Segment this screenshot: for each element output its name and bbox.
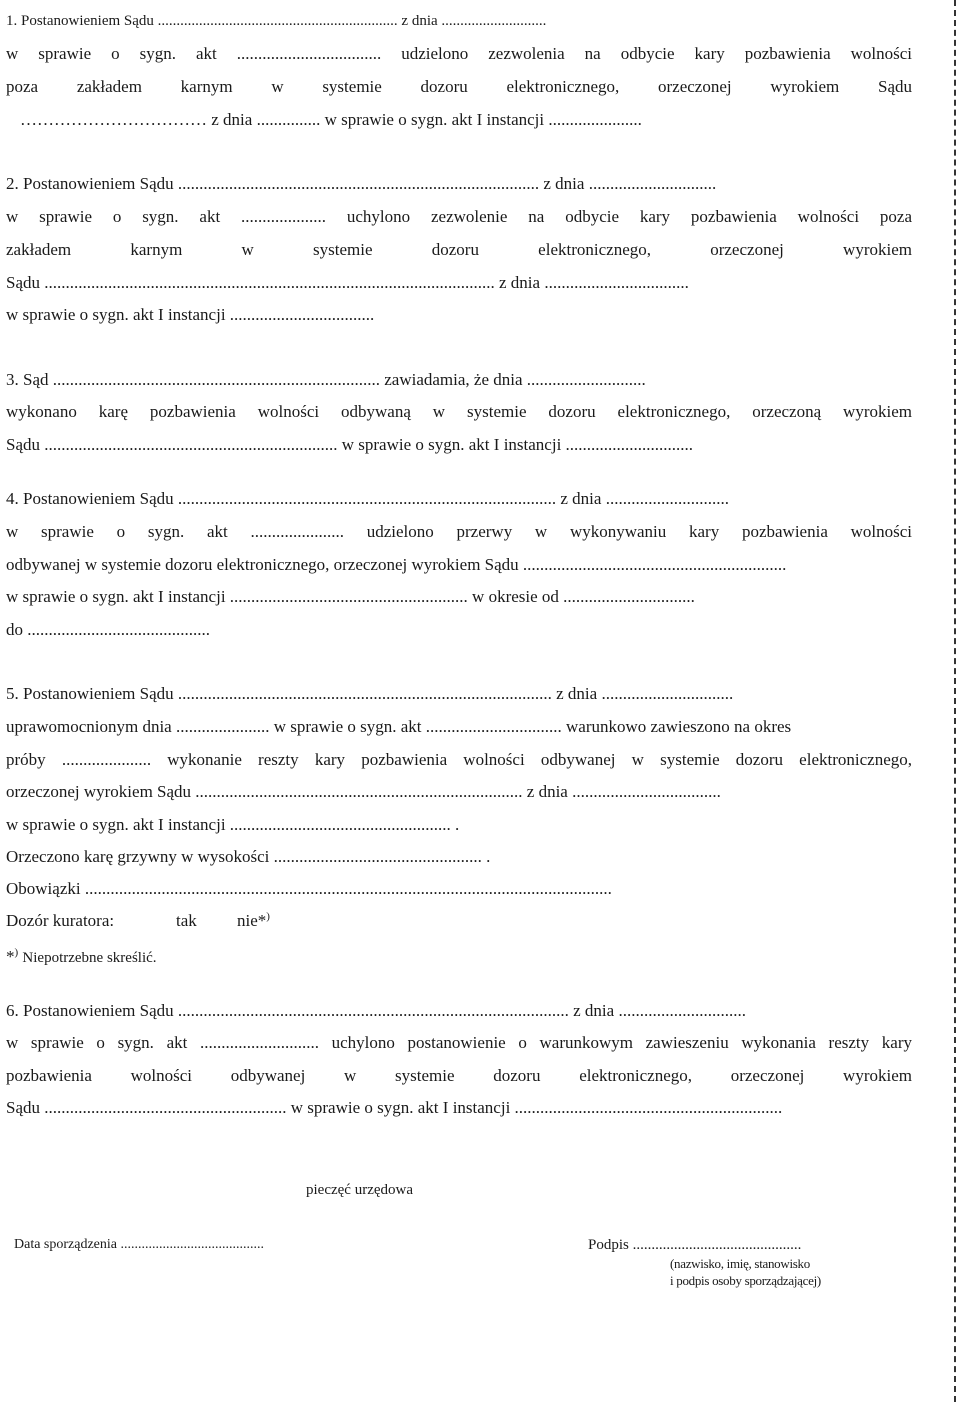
section-5-line-1: 5. Postanowieniem Sądu ........................................................................................ z dnia ............................... xyxy=(6,684,734,703)
section-6-line-1: 6. Postanowieniem Sądu ............................................................................................ z dnia .............................. xyxy=(6,1001,746,1020)
date-label: Data sporządzenia ......................................... xyxy=(14,1237,264,1252)
section-2-line-4: Sądu .......................................................................................................... z dnia .................................. xyxy=(6,273,689,292)
section-3-line-1: 3. Sąd ............................................................................. zawiadamia, że dnia ............................ xyxy=(6,370,646,389)
section-6-line-2: w sprawie o sygn. akt ............................ uchylono postanowienie o warunkowym zawieszeniu wykonania reszty kary xyxy=(6,1033,912,1052)
curator-no: nie*) xyxy=(237,910,270,930)
section-1-line-2: w sprawie o sygn. akt .................................. udzielono zezwolenia na odbycie kary pozbawienia wolności xyxy=(6,44,912,63)
section-4-line-4: w sprawie o sygn. akt I instancji ........................................................ w okresie od ............................... xyxy=(6,587,695,606)
section-1-line-1: 1. Postanowieniem Sądu ................................................................ z dnia ............................ xyxy=(6,13,547,29)
section-5-line-4: orzeczonej wyrokiem Sądu ............................................................................. z dnia ................................... xyxy=(6,782,721,801)
section-3-line-3: Sądu ..................................................................... w sprawie o sygn. akt I instancji .............................. xyxy=(6,435,694,454)
section-1-line-4: …………………………… z dnia ............... w sprawie o sygn. akt I instancji ...................... xyxy=(20,110,642,129)
signature-note-2: i podpis osoby sporządzającej) xyxy=(670,1273,821,1288)
section-5-line-5: w sprawie o sygn. akt I instancji .................................................... . xyxy=(6,815,460,834)
section-2-line-5: w sprawie o sygn. akt I instancji .................................. xyxy=(6,305,375,324)
section-3-line-2: wykonano karę pozbawienia wolności odbywaną w systemie dozoru elektronicznego, orzeczoną wyrokiem xyxy=(6,402,912,421)
signature-note-1: (nazwisko, imię, stanowisko xyxy=(670,1256,810,1271)
fine-line: Orzeczono karę grzywny w wysokości ................................................. . xyxy=(6,847,491,866)
section-1-line-3: poza zakładem karnym w systemie dozoru elektronicznego, orzeczonej wyrokiem Sądu xyxy=(6,77,912,96)
section-2-line-1: 2. Postanowieniem Sądu ..................................................................................... z dnia .............................. xyxy=(6,174,717,193)
section-2-line-2: w sprawie o sygn. akt .................... uchylono zezwolenie na odbycie kary pozbawienia wolności poza xyxy=(6,207,912,226)
stamp-label: pieczęć urzędowa xyxy=(306,1182,414,1198)
section-4-line-3: odbywanej w systemie dozoru elektronicznego, orzeczonej wyrokiem Sądu .............................................................. xyxy=(6,555,787,574)
cut-line xyxy=(954,0,956,1402)
section-4-line-2: w sprawie o sygn. akt ...................... udzielono przerwy w wykonywaniu kary pozbawienia wolności xyxy=(6,522,912,541)
signature-label: Podpis ............................................. xyxy=(588,1237,802,1253)
section-6-line-4: Sądu ......................................................... w sprawie o sygn. akt I instancji ............................................................... xyxy=(6,1098,783,1117)
section-4-line-5: do ........................................... xyxy=(6,620,210,639)
section-5-line-2: uprawomocnionym dnia ...................... w sprawie o sygn. akt ................................ warunkowo zawieszono na okres xyxy=(6,717,792,736)
obligations-line: Obowiązki ............................................................................................................................ xyxy=(6,879,612,898)
section-2-line-3: zakładem karnym w systemie dozoru elektronicznego, orzeczonej wyrokiem xyxy=(6,240,912,259)
section-4-line-1: 4. Postanowieniem Sądu ......................................................................................... z dnia ............................. xyxy=(6,489,729,508)
section-5-line-3: próby ..................... wykonanie reszty kary pozbawienia wolności odbywanej w systemie dozoru elektronicznego, xyxy=(6,750,912,769)
curator-label: Dozór kuratora: xyxy=(6,911,115,930)
curator-yes: tak xyxy=(176,911,197,930)
section-6-line-3: pozbawienia wolności odbywanej w systemie dozoru elektronicznego, orzeczonej wyrokiem xyxy=(6,1066,912,1085)
footnote: *) Niepotrzebne skreślić. xyxy=(6,946,157,966)
